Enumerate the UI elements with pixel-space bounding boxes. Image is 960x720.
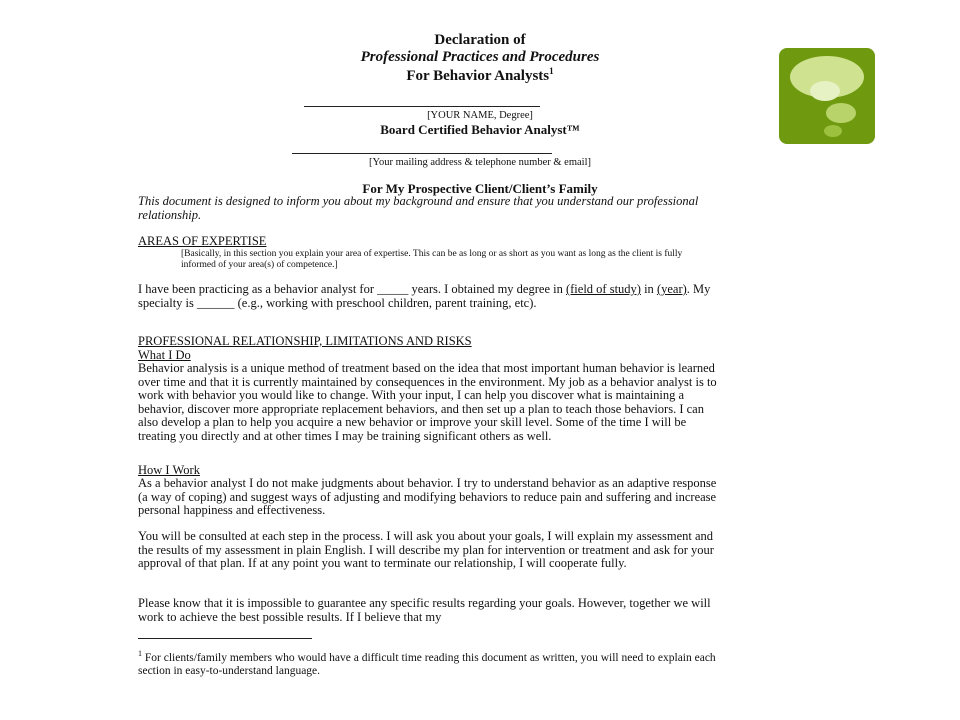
name-signature-line [304, 106, 540, 107]
section-heading-expertise: AREAS OF EXPERTISE [138, 234, 267, 248]
expertise-text-3: . My specialty is ______ (e.g., working with preschool children, parent training, etc). [138, 282, 711, 310]
footnote-marker: 1 [138, 649, 142, 658]
medium-bubble [826, 103, 856, 123]
prospect-heading: For My Prospective Client/Client’s Family [362, 181, 598, 196]
section-heading-relationship: PROFESSIONAL RELATIONSHIP, LIMITATIONS AND RISKS [138, 334, 472, 348]
expertise-paragraph [138, 283, 718, 310]
footnote-ref: 1 [549, 66, 554, 76]
large-bubble-highlight [810, 81, 840, 101]
expertise-note: [Basically, in this section you explain your area of expertise. This can be as long or as short as you want as long as the client is fully informed of your area(s) of competence.] [181, 249, 683, 270]
credential-line: Board Certified Behavior Analyst™ [380, 122, 580, 137]
doc-title-text: For Behavior Analysts [406, 68, 550, 84]
speech-bubbles-icon [779, 48, 875, 144]
doc-title-line1: Declaration of [434, 32, 526, 48]
address-placeholder: [Your mailing address & telephone number & email] [368, 157, 591, 168]
name-placeholder: [YOUR NAME, Degree] [427, 110, 533, 121]
intro-text: This document is designed to inform you about my background and ensure that you understand our professional relationship. [138, 194, 699, 222]
expertise-text-1: I have been practicing as a behavior analyst for _____ years. I obtained my degree in [138, 282, 566, 296]
address-signature-line [292, 153, 552, 154]
footnote-separator [138, 638, 312, 639]
footnote-text: For clients/family members who would have a difficult time reading this document as written, you will need to explain each section in easy-to-understand language. [138, 651, 716, 678]
small-bubble [824, 125, 842, 137]
doc-title-line2: Professional Practices and Procedures [360, 49, 600, 65]
what-i-do-text: Behavior analysis is a unique method of treatment based on the idea that most important human behavior is learned over time and that it is currently maintained by consequences in the environment. My job as a behavior analyst is to work with behavior you would like to change. With your input, I can help you discover what is maintaining a behavior, discover more appropriate replacement behaviors, and then set up a plan to teach those behaviors. I can also develop a plan to help you acquire a new behavior or improve your skill level. Some of the time I will be treating you directly and at other times I may be training significant others as well. [138, 361, 717, 443]
footnote [138, 647, 718, 679]
consultation-text: You will be consulted at each step in the process. I will ask you about your goals, I will explain my assessment and the results of my assessment in plain English. I will describe my plan for intervention or treatment and ask for your approval of that plan. If at any point you want to terminate our relationship, I will cooperate fully. [138, 529, 714, 570]
degree-year: (year) [656, 282, 687, 296]
how-i-work-text: As a behavior analyst I do not make judgments about behavior. I try to understand behavior as an adaptive response (a way of coping) and suggest ways of adjusting and modifying behaviors to reduce pain and suffering and increase personal happiness and effectiveness. [138, 476, 717, 517]
field-of-study: (field of study) [565, 282, 641, 296]
results-text: Please know that it is impossible to guarantee any specific results regarding your goals. However, together we will work to achieve the best possible results. If I believe that my [138, 596, 711, 624]
subheading-what-i-do: What I Do [138, 348, 191, 362]
doc-title-line3 [160, 66, 800, 85]
subheading-how-i-work: How I Work [138, 463, 200, 477]
expertise-text-2: in [640, 282, 657, 296]
